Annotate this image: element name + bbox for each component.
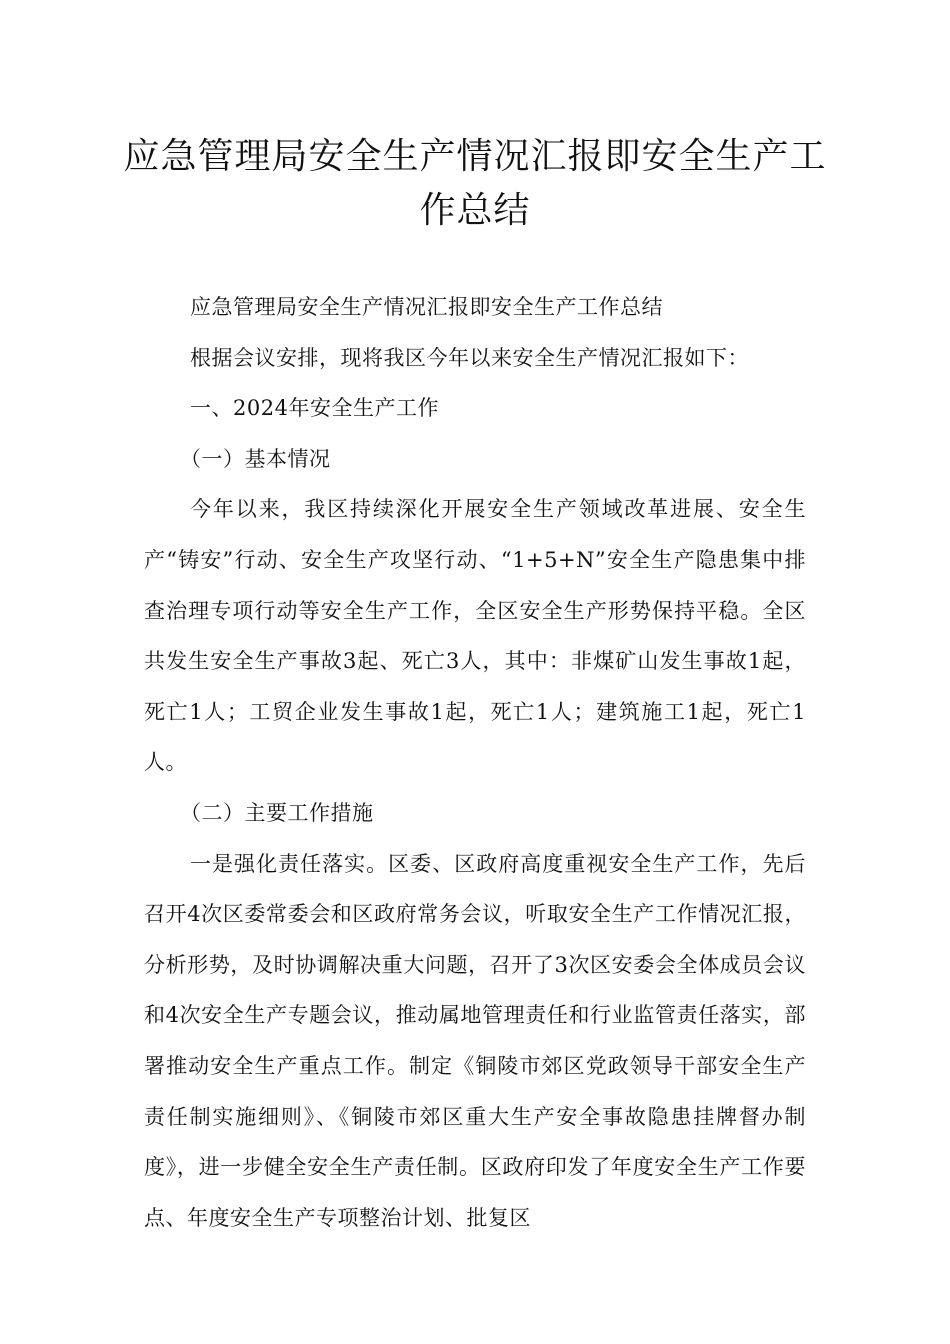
- document-title: 应急管理局安全生产情况汇报即安全生产工作总结: [123, 136, 827, 231]
- basic-situation-paragraph: 今年以来，我区持续深化开展安全生产领域改革进展、安全生产“铸安”行动、安全生产攻坚行动、“1+5+N”安全生产隐患集中排查治理专项行动等安全生产工作，全区安全生产形势保持平稳。全区共发生安全生产事故3起、死亡3人，其中：非煤矿山发生事故1起，死亡1人；工贸企业发生事故1起，死亡1人；建筑施工1起，死亡1人。: [144, 497, 806, 775]
- section-heading: 一、2024年安全生产工作: [190, 396, 439, 421]
- intro-paragraph: 根据会议安排，现将我区今年以来安全生产情况汇报如下：: [190, 345, 749, 370]
- subsection-heading-measures: （二）主要工作措施: [180, 800, 374, 825]
- subtitle-paragraph: 应急管理局安全生产情况汇报即安全生产工作总结: [190, 295, 663, 319]
- subsection-heading-basic: （一）基本情况: [180, 446, 331, 471]
- measures-paragraph: 一是强化责任落实。区委、区政府高度重视安全生产工作，先后召开4次区委常委会和区政府常务会议，听取安全生产工作情况汇报，分析形势，及时协调解决重大问题，召开了3次区安委会全体成员会议和4次安全生产专题会议，推动属地管理责任和行业监管责任落实，部署推动安全生产重点工作。制定《铜陵市郊区党政领导干部安全生产责任制实施细则》、《铜陵市郊区重大生产安全事故隐患挂牌督办制度》，进一步健全安全生产责任制。区政府印发了年度安全生产工作要点、年度安全生产专项整治计划、批复区: [144, 851, 806, 1230]
- document-body: [144, 282, 806, 1243]
